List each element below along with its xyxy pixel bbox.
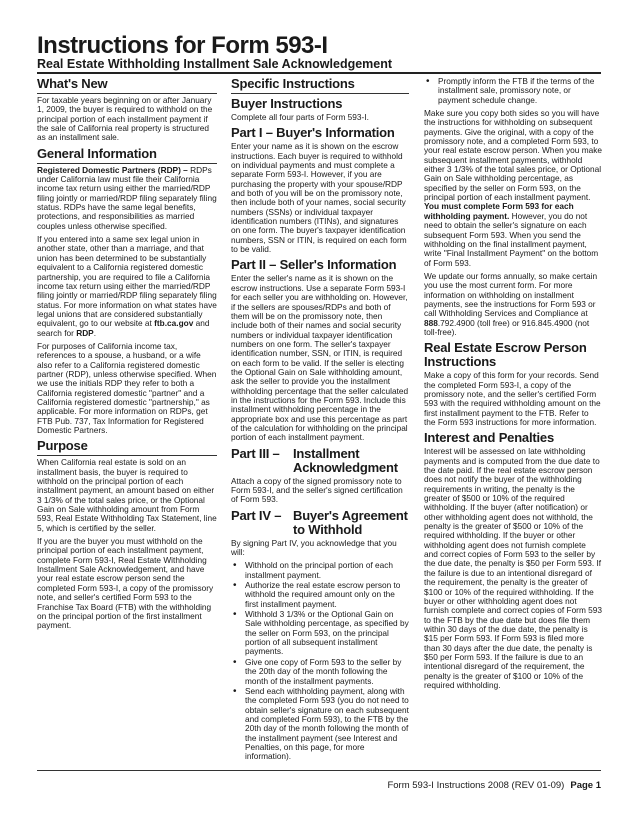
keep-copy-paragraph [424,109,602,268]
column-left [37,77,217,635]
part4-number: Part IV – [231,507,282,523]
part2-text: Enter the seller's name as it is shown on the escrow instructions. Use a separate Form 593-I for each seller you are withholding on. However, if the sellers are spouses/RDPs and both of them will be on the promissory note, then include both of their names and social security numbers or individual taxpayer identification numbers on one form. The seller's taxpayer identification number, SSN, or ITIN, is required on each form to be valid. If the seller is electing the Optional Gain on Sale withholding amount, ask the seller to provide you the installment withholding percentage that the seller calculated in the instructions for the Form 593. Include this installment withholding percentage in the appropriate box and use this percentage as part of the calculation for withholding on the principal portion of each installment payment. [231,273,409,443]
rdp-text: RDPs under California law must file their California income tax return using either the married/RDP filing jointly or married/RDP filing separately filing status. RDPs have the same legal benefits, protections, and responsibilities as married couples unless otherwise specified. [37,164,217,231]
same-sex-end: . [93,327,97,338]
escrow-heading: Real Estate Escrow Person Instructions [424,340,587,370]
list-item: • Send each withholding payment, along with the completed Form 593 (you do not need to obtain seller's signature on each subsequent and completed Form 593), to the FTB by the 20th day of the month following the month of the installment payment (see Interest and Penalties, on this page, for more information). [231,687,409,762]
page-footer [387,780,601,791]
general-info-heading: General Information [37,147,217,164]
part1-text: Enter your name as it is shown on the escrow instructions. Each buyer is required to withhold on individual payments and must complete a separate Form 593-I. However, if you are purchasing the property with your spouse/RDP and both of you will be on the promissory note, then include both of your names, social security numbers (SSNs) or individual taxpayer identification numbers (ITINs), and signatures on one form. The buyer's taxpayer identification numbers, SSN or ITIN, is required on each form to be valid. [231,141,407,255]
rdp-search-term: RDP [76,327,94,338]
same-sex-mid: and search for [37,318,210,338]
interest-text: Interest will be assessed on late withholding payments and is computed from the due date to the date paid. If the real estate escrow person does not notify the buyer of the withholding requirements in writing, the penalty is the greater of $500 or 10% of the required withholding. If the buyer (after notification) or other withholding agent does not withhold, the penalty is the greater of $500 or 10% of the required withholding. If the buyer or other withholding agent does not furnish complete and correct copies of Form 593 to the seller by the due date, the penalty is $50 per Form 593. If the failure is due to an intentional disregard of the requirement, the penalty is the greater of $100 or 10% of the required withholding. If the buyer or other withholding agent does not furnish complete and correct copies of Form 593 to the FTB by the due date but does file them within 30 days of the due date, the penalty is $15 per Form 593. If Form 593 is filed more than 30 days after the due date, the penalty is $50 per Form 593. If the failure is due to an intentional disregard of the requirement, the penalty is the greater of $100 or 10% of the required withholding. [424,446,603,690]
part1-heading: Part I – Buyer's Information [231,125,395,141]
rdp-lead: Registered Domestic Partners (RDP) – [37,164,188,175]
part2-heading: Part II – Seller's Information [231,257,397,273]
list-item: • Withhold 3 1/3% or the Optional Gain on Sale withholding percentage, as specified by the seller on Form 593, on the principal portion of all subsequent installment payments. [231,610,409,657]
part4-list [231,561,409,761]
purpose-paragraph-1: When California real estate is sold on an installment basis, the buyer is required to withhold on the principal portion of each installment payment, an amount based on either 3 1/3% of the total sales price, or the Optional Gain on Sale withholding amount from Form 593, Real Estate Withholding Tax Statement, line 5, which is certified by the seller. [37,457,217,533]
update-text-a: We update our forms annually, so make certain you use the most current form. For more information on withholding on installment payments, see the instructions for Form 593 or call Withholding Services and Compliance at [424,270,598,319]
update-paragraph [424,272,602,337]
update-text-b: .792.4900 (toll free) or 916.845.4900 (not toll-free). [424,317,590,337]
keep-copy-text-b: However, you do not need to obtain the seller's signature on each subsequent Form 593. When you send the withholding on the final installment payment, write "Final Installment Payment" on the bottom of Form 593. [424,210,599,268]
part3-heading [231,447,409,475]
list-item: • Promptly inform the FTB if the terms of the installment sale, promissory note, or payment schedule change. [424,77,602,105]
whats-new-heading: What's New [37,77,217,94]
buyer-instructions-heading: Buyer Instructions [231,96,343,111]
footer-rule [37,770,601,771]
website-link[interactable]: ftb.ca.gov [154,318,194,329]
interest-heading: Interest and Penalties [424,430,554,446]
header-rule [37,72,601,74]
list-item: • Give one copy of Form 593 to the seller by the 20th day of the month following the month of the installment payments. [231,658,409,686]
page-title: Instructions for Form 593-I [37,32,328,59]
whats-new-text: For taxable years beginning on or after January 1, 2009, the buyer is required to withhold on the principal portion of each installment payment if the sale of California real property is structured as an installment sale. [37,95,213,143]
purpose-paragraph-2: If you are the buyer you must withhold on the principal portion of each installment payment, complete Form 593-I, Real Estate Withholding Installment Sale Acknowledgement, and have your real estate escrow person send the completed Form 593-I, a copy of the promissory note, and seller's certified Form 593 to the Franchise Tax Board (FTB) with the withholding on the principal portion of the first installment payment. [37,536,214,631]
specific-instructions-heading: Specific Instructions [231,77,409,94]
column-right [424,77,602,694]
rdp-paragraph [37,166,217,231]
part3-number: Part III – [231,445,280,461]
keep-copy-bold: You must complete Form 593 for each withholding payment. [424,201,574,221]
same-sex-paragraph [37,235,217,338]
same-sex-text: If you entered into a same sex legal union in another state, other than a marriage, and that union has been determined to be substantially equivalent to a California registered domestic partnership, you are required to file a California income tax return using either the married/RDP filing jointly or married/RDP filing separately filing status. For more information on what states have legal unions that are considered substantially equivalent, go to our website at [37,234,217,329]
escrow-text: Make a copy of this form for your records. Send the completed Form 593-I, a copy of the promissory note, and the seller's certified Form 593 with the required withholding amount on the first installment payment to the FTB. Refer to the Form 593 instructions for more information. [424,370,601,427]
column-middle [231,77,409,766]
phone-prefix: 888 [424,317,438,328]
part3-text: Attach a copy of the signed promissory note to Form 593-I, and the seller's signed certification of Form 593. [231,475,403,505]
list-item: • Withhold on the principal portion of each installment payment. [231,561,409,580]
part3-title: Installment Acknowledgment [293,445,398,475]
purposes-paragraph: For purposes of California income tax, references to a spouse, a husband, or a wife also refer to a California registered domestic partner (RDP), unless otherwise specified. When we use the initials RDP they refer to both a California registered domestic "partner" and a California registered domestic "partnership," as applicable. For more information on RDPs, get FTB Pub. 737, Tax Information for Registered Domestic Partners. [37,340,217,435]
purpose-heading: Purpose [37,439,217,456]
page-subtitle: Real Estate Withholding Installment Sale Acknowledgement [37,57,393,71]
keep-copy-text-a: Make sure you copy both sides so you will have the instructions for withholding on subsequent payments. Give the original, with a copy of the promissory note, and a completed Form 593, to your real estate escrow person. When you make subsequent installment payments, withhold either 3 1/3% of the total sales price, or Optional Gain on Sale withholding percentage, as specified by the seller on Form 593, on the principal portion of each installment payment. [424,108,603,203]
list-item: • Authorize the real estate escrow person to withhold the required amount only on the first installment payment. [231,581,409,609]
part4-heading [231,509,409,537]
page-number: Page 1 [570,780,601,791]
buyer-instructions-text: Complete all four parts of Form 593-I. [231,112,369,122]
footer-form-label: Form 593-I Instructions 2008 (REV 01-09) [387,780,565,791]
part4-title: Buyer's Agreement to Withhold [293,507,408,537]
continued-list [424,77,602,105]
part4-text: By signing Part IV, you acknowledge that you will: [231,537,397,558]
